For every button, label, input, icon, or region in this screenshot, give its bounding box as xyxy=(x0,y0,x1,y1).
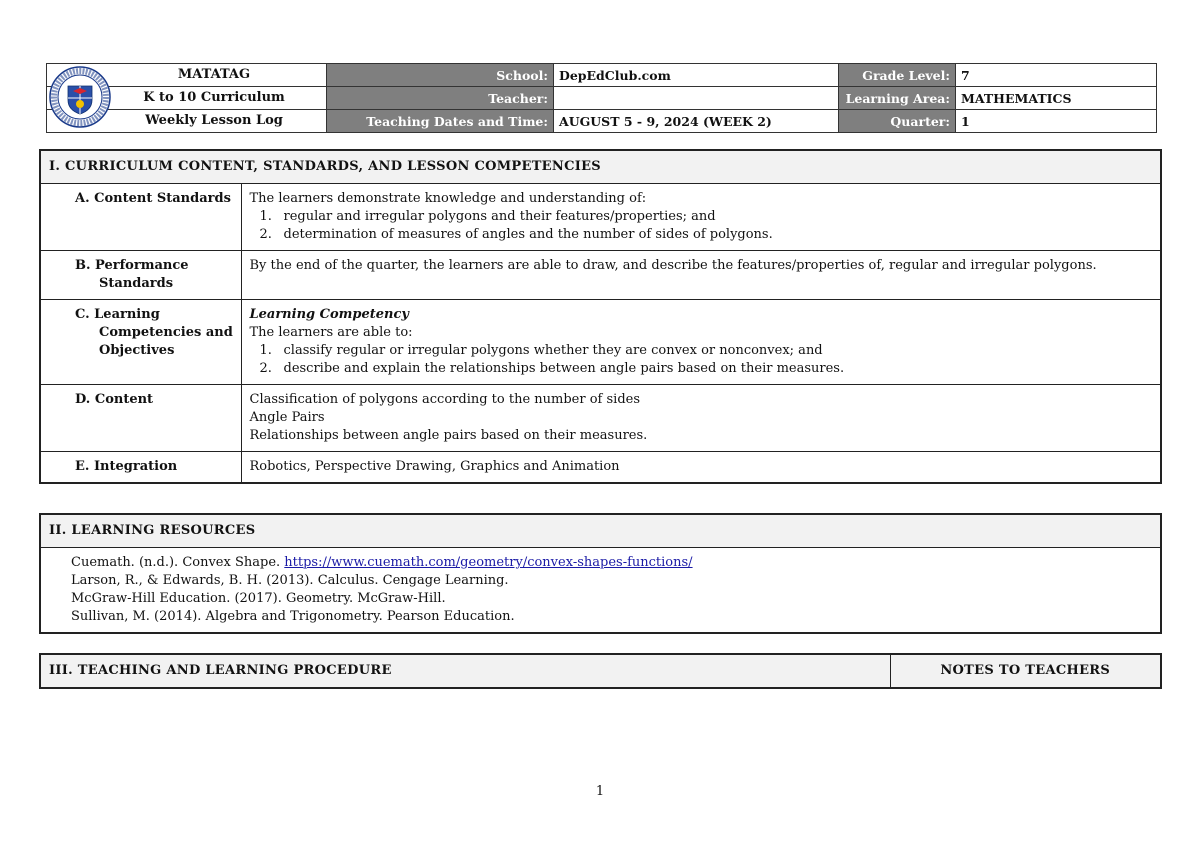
brand-line-2: K to 10 Curriculum xyxy=(47,87,327,110)
brand-line-3: Weekly Lesson Log xyxy=(47,110,327,133)
page-number: 1 xyxy=(595,784,605,799)
teacher-label: Teacher: xyxy=(327,87,554,110)
reference-item: Larson, R., & Edwards, B. H. (2013). Calculus. Cengage Learning. xyxy=(71,573,509,588)
learning-competency-list xyxy=(250,342,1153,378)
content-standards-intro: The learners demonstrate knowledge and understanding of: xyxy=(249,191,647,206)
section-1-title: I. CURRICULUM CONTENT, STANDARDS, AND LESSON COMPETENCIES xyxy=(40,150,1161,184)
list-item: 1. classify regular or irregular polygons whether they are convex or nonconvex; and xyxy=(259,343,823,358)
grade-value: 7 xyxy=(956,64,1157,87)
deped-seal-icon xyxy=(49,66,111,128)
content-label: D. Content xyxy=(75,392,154,407)
content-standards-list xyxy=(250,208,1153,244)
area-label: Learning Area: xyxy=(839,87,956,110)
learning-competency-intro: The learners are able to: xyxy=(249,325,413,340)
learning-competencies-label: C. Learning Competencies and Objectives xyxy=(75,307,233,358)
quarter-label: Quarter: xyxy=(839,110,956,133)
reference-link[interactable]: https://www.cuemath.com/geometry/convex-shapes-functions/ xyxy=(284,555,693,570)
content-line: Relationships between angle pairs based on their measures. xyxy=(249,428,648,443)
section-curriculum xyxy=(39,149,1162,484)
reference-item: Cuemath. (n.d.). Convex Shape. https://www.cuemath.com/geometry/convex-shapes-functions/ xyxy=(71,555,693,570)
content-standards-label: A. Content Standards xyxy=(75,191,231,206)
area-value: MATHEMATICS xyxy=(956,87,1157,110)
integration-label: E. Integration xyxy=(75,459,178,474)
school-value: DepEdClub.com xyxy=(554,64,839,87)
dates-value: AUGUST 5 - 9, 2024 (WEEK 2) xyxy=(554,110,839,133)
school-label: School: xyxy=(327,64,554,87)
content-line: Angle Pairs xyxy=(249,410,325,425)
section-3-title: III. TEACHING AND LEARNING PROCEDURE xyxy=(40,654,890,688)
header-table xyxy=(46,63,1157,133)
teacher-value xyxy=(554,87,839,110)
dates-label: Teaching Dates and Time: xyxy=(327,110,554,133)
brand-line-1: MATATAG xyxy=(47,64,327,87)
quarter-value: 1 xyxy=(956,110,1157,133)
section-procedure xyxy=(39,653,1162,689)
notes-to-teachers-heading: NOTES TO TEACHERS xyxy=(890,654,1161,688)
reference-item: McGraw-Hill Education. (2017). Geometry. McGraw-Hill. xyxy=(71,591,446,606)
grade-label: Grade Level: xyxy=(839,64,956,87)
learning-competency-heading: Learning Competency xyxy=(249,307,409,322)
list-item: 1. regular and irregular polygons and their features/properties; and xyxy=(259,209,716,224)
performance-standards-label: B. Performance Standards xyxy=(75,258,189,291)
reference-item: Sullivan, M. (2014). Algebra and Trigonometry. Pearson Education. xyxy=(71,609,515,624)
section-2-title: II. LEARNING RESOURCES xyxy=(40,514,1161,548)
section-learning-resources xyxy=(39,513,1162,634)
integration-text: Robotics, Perspective Drawing, Graphics and Animation xyxy=(241,452,1161,484)
list-item: 2. determination of measures of angles and the number of sides of polygons. xyxy=(259,227,773,242)
content-line: Classification of polygons according to the number of sides xyxy=(249,392,641,407)
list-item: 2. describe and explain the relationships between angle pairs based on their measures. xyxy=(259,361,845,376)
performance-standards-text: By the end of the quarter, the learners are able to draw, and describe the features/properties of, regular and irregular polygons. xyxy=(241,251,1161,300)
